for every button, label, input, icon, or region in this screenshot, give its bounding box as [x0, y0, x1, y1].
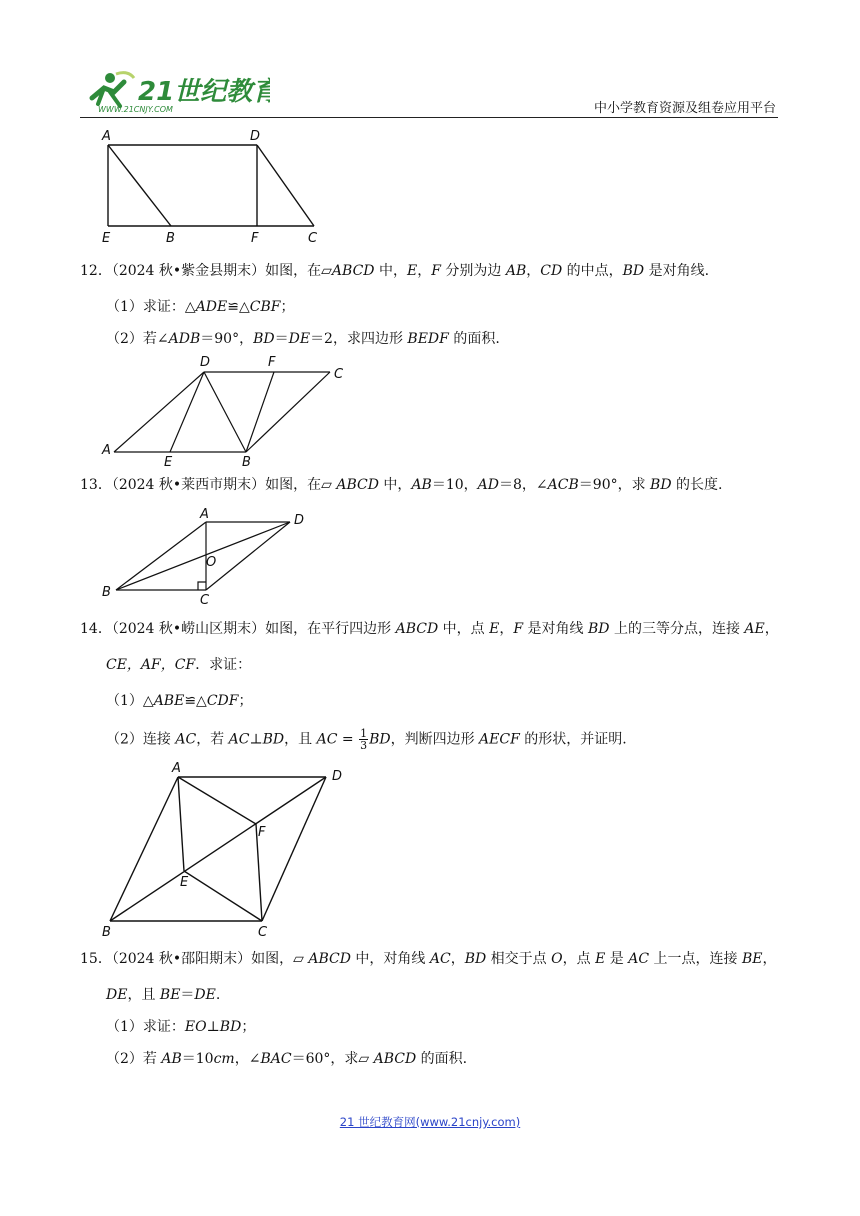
label-C: C — [200, 593, 210, 608]
label-D: D — [200, 355, 211, 370]
label-F: F — [268, 355, 276, 370]
question-15-part-2: （2）若 AB＝10cm，∠BAC＝60°，求▱ ABCD 的面积. — [106, 1051, 468, 1067]
runner-icon — [92, 73, 134, 106]
label-A: A — [102, 129, 111, 144]
question-13: 13．（2024 秋•莱西市期末）如图，在▱ ABCD 中，AB＝10，AD＝8，∠ACB＝90°，求 BD 的长度. — [80, 477, 723, 493]
label-E: E — [164, 455, 173, 470]
question-12-part-1: （1）求证：△ADE≌△CBF； — [106, 299, 295, 315]
platform-name: 中小学教育资源及组卷应用平台 — [593, 101, 776, 116]
question-12-part-2: （2）若∠ADB＝90°，BD＝DE＝2，求四边形 BEDF 的面积. — [106, 331, 500, 347]
label-D: D — [250, 129, 261, 144]
question-14-line-2: CE，AF，CF．求证： — [106, 657, 252, 673]
label-A: A — [102, 443, 111, 458]
label-A: A — [172, 761, 181, 776]
label-D: D — [332, 769, 343, 784]
question-12: 12．（2024 秋•紫金县期末）如图，在▱ABCD 中，E，F 分别为边 AB，CD 的中点，BD 是对角线. — [80, 263, 710, 279]
fraction-one-third: $\frac{1}{3}$ — [360, 727, 368, 752]
label-B: B — [242, 455, 251, 470]
label-A: A — [200, 507, 209, 522]
figure-q13 — [96, 504, 326, 608]
label-F: F — [258, 825, 266, 840]
label-E: E — [180, 875, 189, 890]
question-15-line-2: DE，且 BE＝DE. — [106, 987, 221, 1003]
question-14-part-1: （1）△ABE≌△CDF； — [106, 693, 253, 709]
footer-link[interactable]: 21 世纪教育网(www.21cnjy.com) — [339, 1115, 521, 1129]
label-B: B — [166, 231, 175, 246]
question-15-part-1: （1）求证：EO⊥BD； — [106, 1019, 256, 1035]
figure-q11 — [96, 126, 336, 246]
logo-url: WWW.21CNJY.COM — [98, 105, 173, 114]
label-O: O — [206, 555, 217, 570]
label-F: F — [251, 231, 259, 246]
figure-q12 — [96, 354, 356, 470]
header-divider — [80, 117, 778, 118]
label-C: C — [258, 925, 268, 938]
site-logo — [80, 68, 270, 114]
logo-text: 21世纪教育 — [138, 77, 270, 107]
question-14: 14．（2024 秋•崂山区期末）如图，在平行四边形 ABCD 中，点 E，F 是对角线 BD 上的三等分点，连接 AE， — [80, 621, 779, 637]
question-15: 15．（2024 秋•邵阳期末）如图，▱ ABCD 中，对角线 AC，BD 相交于点 O，点 E 是 AC 上一点，连接 BE， — [80, 951, 777, 967]
figure-q14 — [96, 758, 356, 938]
label-B: B — [102, 925, 111, 938]
label-E: E — [102, 231, 111, 246]
question-14-part-2: （2）连接 AC，若 AC⊥BD，且 AC = $\frac{1}{3}$ BD，判断四边形 AECF 的形状，并证明. — [106, 727, 627, 752]
label-D: D — [294, 513, 305, 528]
label-C: C — [308, 231, 318, 246]
label-C: C — [334, 367, 344, 382]
label-B: B — [102, 585, 111, 600]
